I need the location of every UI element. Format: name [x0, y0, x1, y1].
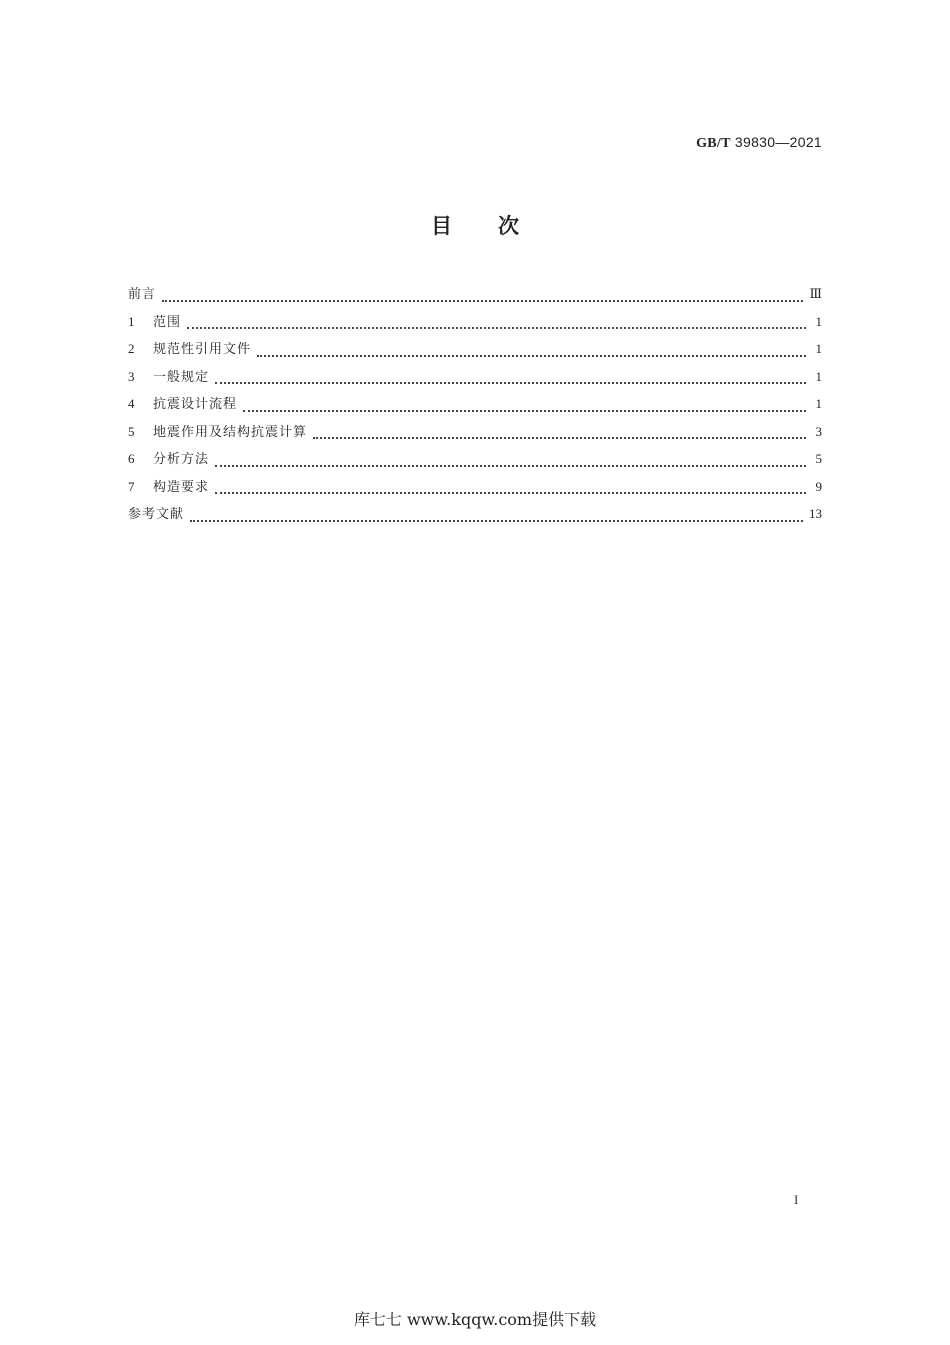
toc-title: 目次 [431, 214, 565, 238]
standard-code [696, 134, 822, 152]
toc-entry-page: 3 [815, 423, 822, 439]
toc-dot-leader [215, 465, 806, 467]
toc-entry-5[interactable] [128, 422, 822, 450]
toc-entry-page: 1 [815, 396, 822, 411]
toc-entry-6[interactable] [128, 449, 822, 477]
toc-dot-leader [162, 300, 803, 302]
toc-entry-label: 规范性引用文件 [153, 342, 252, 357]
toc-entry-label: 范围 [153, 314, 182, 330]
toc-entry-label: 抗震设计流程 [153, 397, 238, 412]
toc-dot-leader [190, 520, 803, 522]
toc-entry-3[interactable] [128, 367, 822, 395]
toc-entry-label: 构造要求 [153, 479, 210, 495]
toc-dot-leader [215, 492, 806, 494]
toc-entry-page: 9 [815, 478, 822, 494]
toc-dot-leader [215, 382, 806, 384]
toc-entry-number: 2 [128, 341, 135, 356]
toc-entry-number: 7 [128, 478, 135, 494]
toc-entry-number: 5 [128, 423, 135, 439]
toc-dot-leader [313, 437, 806, 439]
toc-entry-number: 4 [128, 396, 135, 411]
footer-credit: 库七七 www.kqqw.com提供下载 [353, 1310, 597, 1329]
standard-number: 39830—2021 [734, 134, 822, 150]
toc-entry-label: 参考文献 [128, 507, 185, 522]
toc-entry-page: 1 [815, 313, 822, 329]
toc-entry-number: 6 [128, 451, 135, 466]
toc-dot-leader [187, 327, 806, 329]
toc-dot-leader [243, 410, 806, 412]
toc-entry-number: 3 [128, 368, 135, 384]
toc-entry-page: 1 [815, 341, 822, 356]
standard-prefix: GB/T [696, 136, 731, 151]
toc-dot-leader [257, 355, 806, 357]
toc-entry-number: 1 [128, 313, 135, 329]
toc-entry-page: Ⅲ [809, 286, 822, 301]
toc-entry-label: 前言 [128, 287, 157, 302]
toc-entry-1[interactable] [128, 312, 822, 340]
page-number: I [794, 1192, 799, 1207]
table-of-contents [128, 284, 822, 532]
toc-entry-page: 5 [815, 451, 822, 466]
toc-entry-2[interactable] [128, 339, 822, 367]
toc-entry-page: 13 [809, 506, 822, 521]
toc-entry-7[interactable] [128, 477, 822, 505]
toc-entry-label: 分析方法 [153, 452, 210, 467]
toc-entry-page: 1 [815, 368, 822, 384]
toc-entry-references[interactable] [128, 504, 822, 532]
toc-entry-label: 地震作用及结构抗震计算 [153, 424, 308, 440]
toc-entry-4[interactable] [128, 394, 822, 422]
toc-entry-foreword[interactable] [128, 284, 822, 312]
toc-entry-label: 一般规定 [153, 369, 210, 385]
